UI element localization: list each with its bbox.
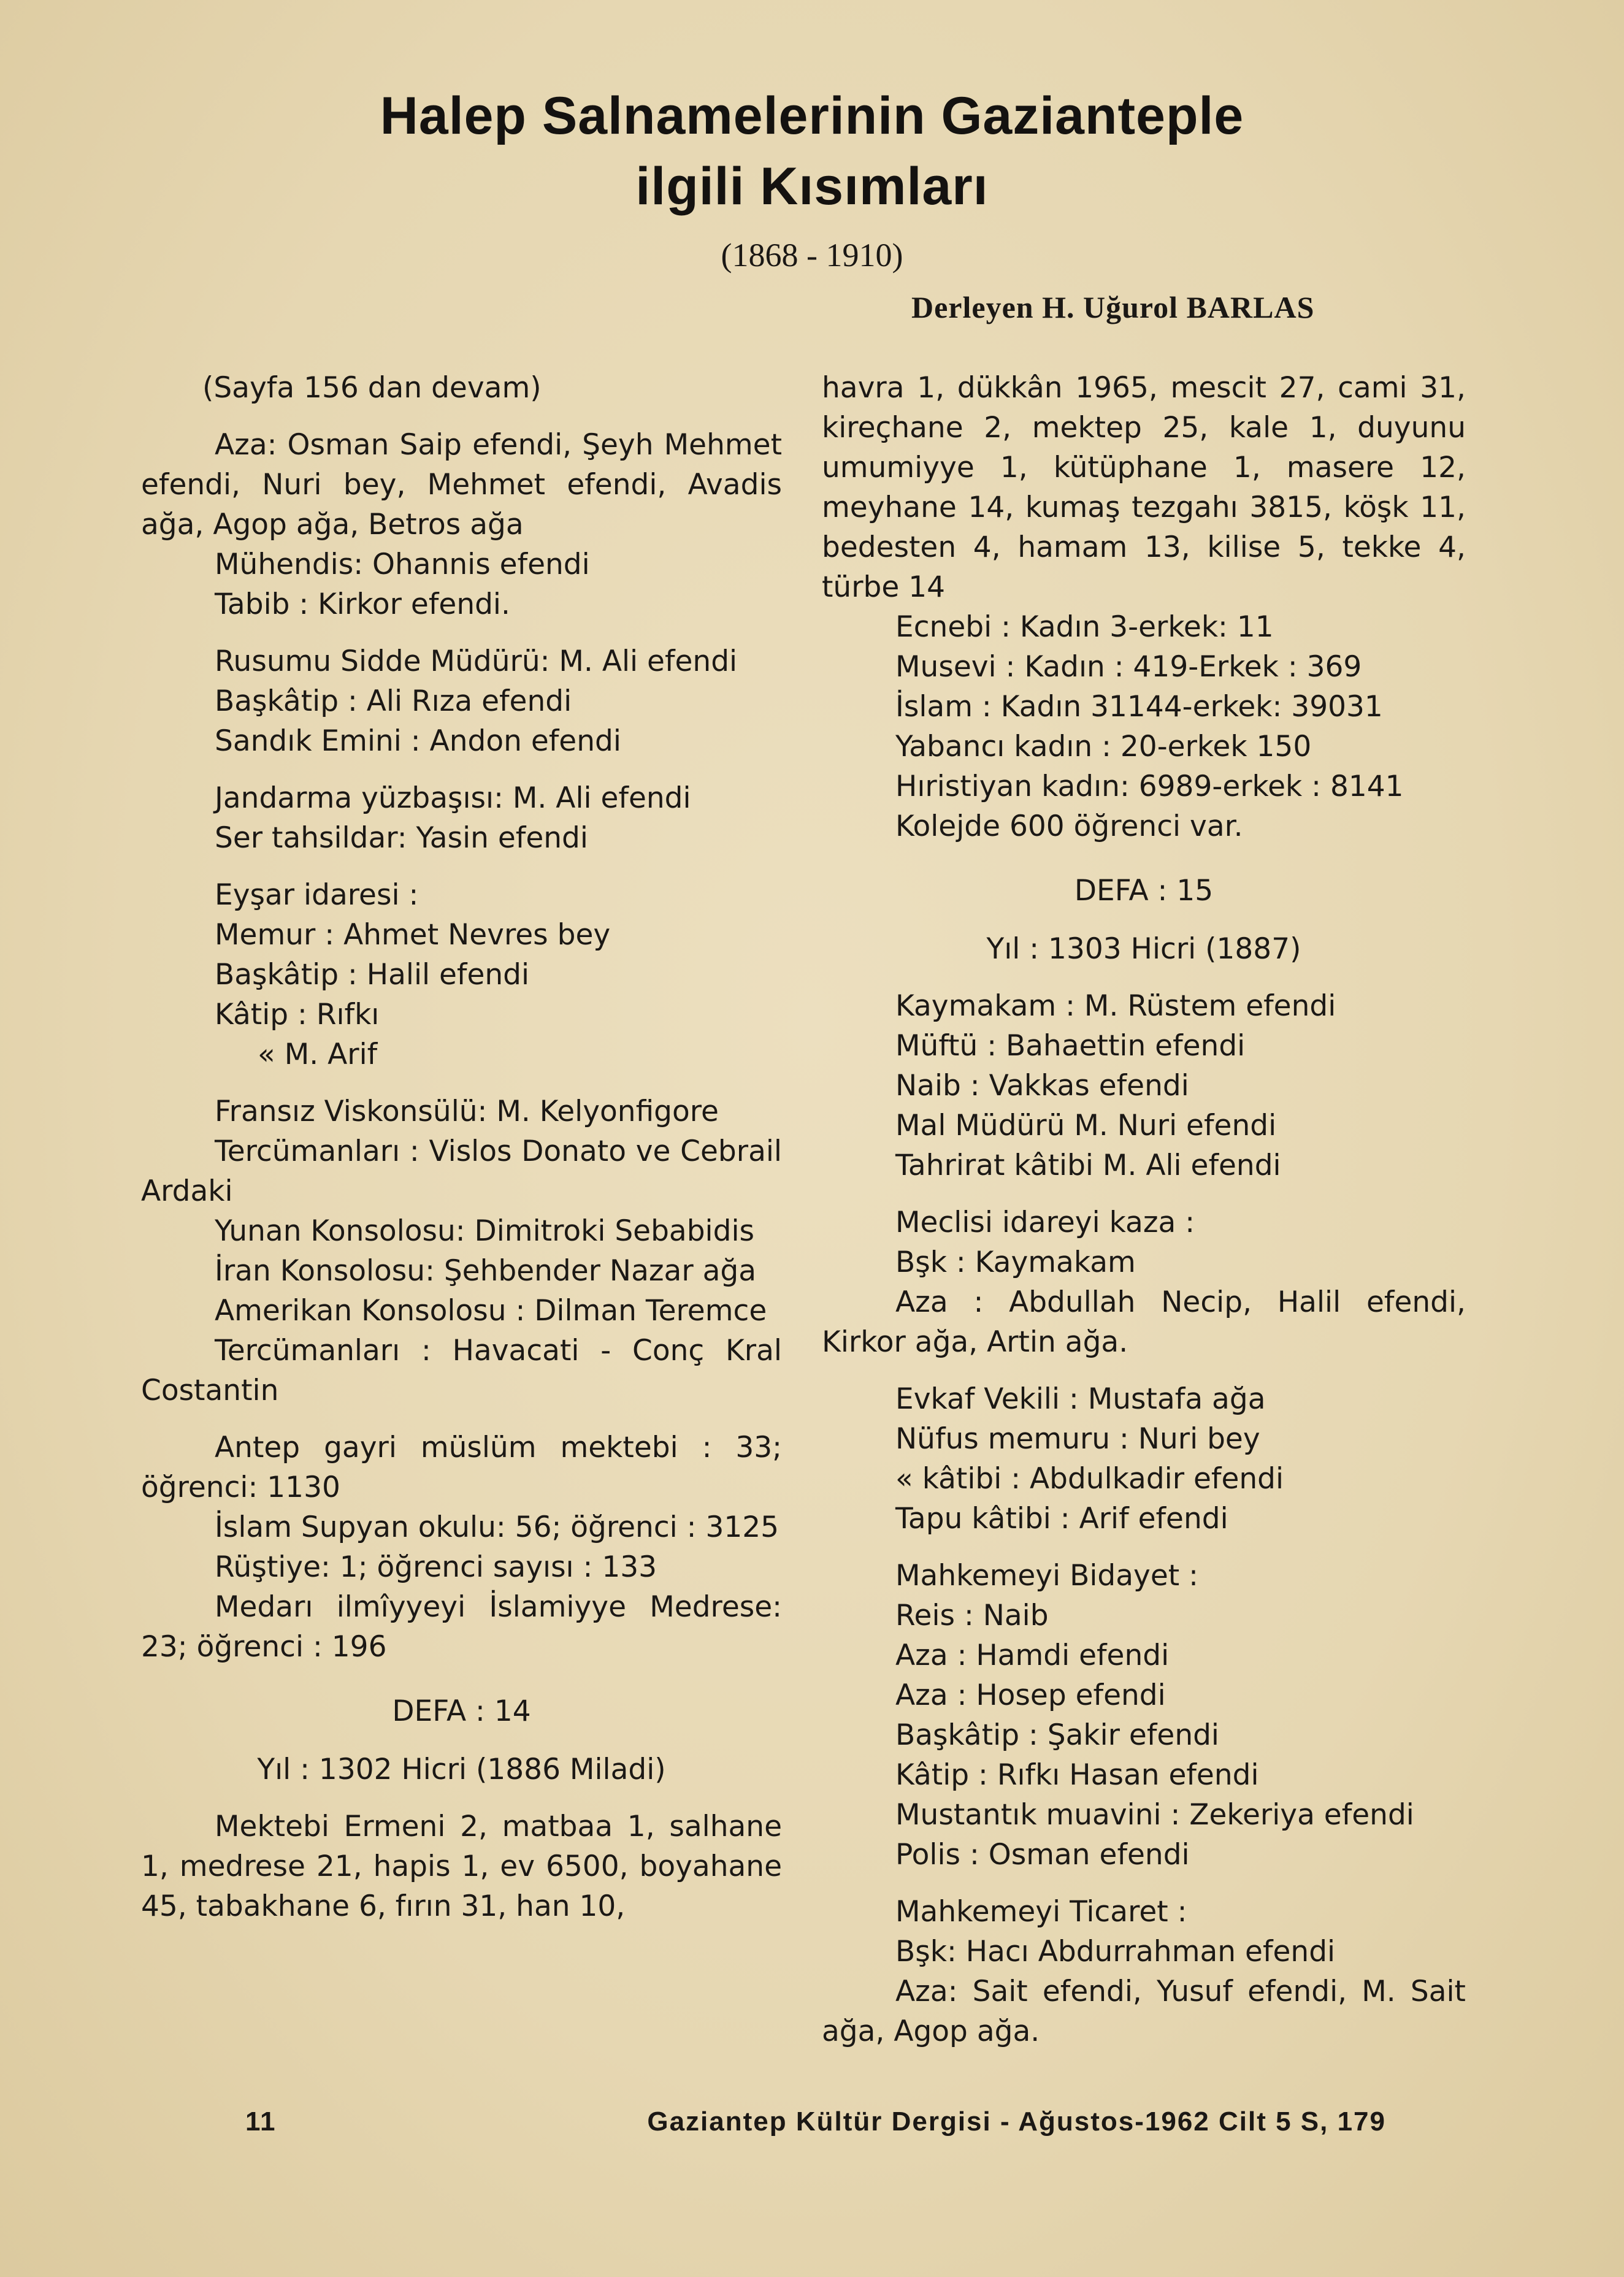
paragraph: Naib : Vakkas efendi <box>895 1069 1189 1103</box>
paragraph: Tahrirat kâtibi M. Ali efendi <box>895 1149 1281 1182</box>
compiler-credit: Derleyen H. Uğurol BARLAS <box>911 290 1315 324</box>
paragraph: Mektebi Ermeni 2, matbaa 1, salhane 1, medrese 21, hapis 1, ev 6500, boyahane 45, tabakhane 6, fırın 31, han 10, <box>141 1810 782 1923</box>
paragraph: « M. Arif <box>258 1038 378 1071</box>
paragraph: Fransız Viskonsülü: M. Kelyonfigore <box>215 1095 719 1128</box>
paragraph: İslam Supyan okulu: 56; öğrenci : 3125 <box>215 1510 779 1544</box>
journal-citation: Gaziantep Kültür Dergisi - Ağustos-1962 Cilt 5 S, 179 <box>647 2107 1386 2137</box>
paragraph: Bşk : Kaymakam <box>895 1246 1136 1279</box>
paragraph: Mühendis: Ohannis efendi <box>215 548 590 581</box>
year-line: Yıl : 1302 Hicri (1886 Miladi) <box>257 1753 666 1786</box>
left-column <box>141 368 782 1926</box>
paragraph: Yunan Konsolosu: Dimitroki Sebabidis <box>215 1214 754 1248</box>
paragraph: Tercümanları : Vislos Donato ve Cebrail Ardaki <box>141 1135 782 1208</box>
article-title-line1: Halep Salnamelerinin Gazianteple <box>380 86 1244 145</box>
continuation-note: (Sayfa 156 dan devam) <box>202 371 542 405</box>
paragraph: Aza : Hamdi efendi <box>895 1639 1170 1672</box>
paragraph: Aza : Hosep efendi <box>895 1678 1166 1712</box>
paragraph: Musevi : Kadın : 419-Erkek : 369 <box>895 650 1362 684</box>
paragraph: Müftü : Bahaettin efendi <box>895 1029 1246 1063</box>
paragraph: havra 1, dükkân 1965, mescit 27, cami 31, kireçhane 2, mektep 25, kale 1, duyunu umumiyye 1, kütüphane 1, masere 12, meyhane 14, kumaş tezgahı 3815, köşk 11, bedesten 4, hamam 13, kilise 5, tekke 4, türbe 14 <box>822 371 1466 604</box>
year-line: Yıl : 1303 Hicri (1887) <box>986 932 1301 966</box>
page-number: 11 <box>245 2107 277 2137</box>
paragraph: Kâtip : Rıfkı <box>215 998 380 1031</box>
paragraph: Tercümanları : Havacati - Conç Kral Costantin <box>141 1334 782 1407</box>
paragraph: Kaymakam : M. Rüstem efendi <box>895 989 1336 1023</box>
paragraph: Sandık Emini : Andon efendi <box>215 724 621 758</box>
paragraph: Kâtip : Rıfkı Hasan efendi <box>895 1758 1259 1792</box>
paragraph: Mustantık muavini : Zekeriya efendi <box>895 1798 1414 1832</box>
paragraph: Ecnebi : Kadın 3-erkek: 11 <box>895 610 1274 644</box>
date-range: (1868 - 1910) <box>721 237 903 274</box>
paragraph: Antep gayri müslüm mektebi : 33; öğrenci: 1130 <box>141 1431 782 1504</box>
paragraph: Başkâtip : Şakir efendi <box>895 1718 1219 1752</box>
page-footer <box>245 2107 1386 2137</box>
paragraph: Tapu kâtibi : Arif efendi <box>895 1502 1228 1536</box>
paragraph: Hıristiyan kadın: 6989-erkek : 8141 <box>895 770 1404 803</box>
paragraph: Reis : Naib <box>895 1599 1049 1632</box>
paragraph: İslam : Kadın 31144-erkek: 39031 <box>895 690 1383 724</box>
paragraph: Nüfus memuru : Nuri bey <box>895 1422 1260 1456</box>
paragraph: Mahkemeyi Bidayet : <box>895 1559 1198 1593</box>
paragraph: Rusumu Sidde Müdürü: M. Ali efendi <box>215 645 738 678</box>
paragraph: Başkâtip : Ali Rıza efendi <box>215 684 572 718</box>
paragraph: İran Konsolosu: Şehbender Nazar ağa <box>215 1254 757 1288</box>
right-column <box>822 368 1466 2051</box>
article-title-line2: ilgili Kısımları <box>635 157 989 216</box>
paragraph: Tabib : Kirkor efendi. <box>215 587 510 621</box>
paragraph: Evkaf Vekili : Mustafa ağa <box>895 1382 1266 1416</box>
paragraph: Medarı ilmîyyeyi İslamiyye Medrese: 23; öğrenci : 196 <box>141 1590 782 1664</box>
paragraph: Mahkemeyi Ticaret : <box>895 1895 1187 1929</box>
section-heading-defa-15: DEFA : 15 <box>1074 874 1214 908</box>
paragraph: Eyşar idaresi : <box>215 878 419 912</box>
paragraph: Memur : Ahmet Nevres bey <box>215 918 611 952</box>
paragraph: Bşk: Hacı Abdurrahman efendi <box>895 1935 1336 1969</box>
paragraph: Ser tahsildar: Yasin efendi <box>215 821 588 855</box>
paragraph: Aza: Sait efendi, Yusuf efendi, M. Sait ağa, Agop ağa. <box>822 1975 1466 2048</box>
paragraph: Aza: Osman Saip efendi, Şeyh Mehmet efendi, Nuri bey, Mehmet efendi, Avadis ağa, Agop ağa, Betros ağa <box>141 428 782 542</box>
paragraph: Mal Müdürü M. Nuri efendi <box>895 1109 1277 1142</box>
paragraph: Polis : Osman efendi <box>895 1838 1190 1872</box>
section-heading-defa-14: DEFA : 14 <box>392 1694 531 1728</box>
paragraph: Yabancı kadın : 20-erkek 150 <box>895 730 1312 763</box>
paragraph: Rüştiye: 1; öğrenci sayısı : 133 <box>215 1550 657 1584</box>
paragraph: Jandarma yüzbaşısı: M. Ali efendi <box>215 781 691 815</box>
paragraph: Amerikan Konsolosu : Dilman Teremce <box>215 1294 767 1328</box>
paragraph: Aza : Abdullah Necip, Halil efendi, Kirkor ağa, Artin ağa. <box>822 1285 1466 1359</box>
paragraph: Başkâtip : Halil efendi <box>215 958 530 992</box>
paragraph: Meclisi idareyi kaza : <box>895 1206 1195 1239</box>
paragraph: Kolejde 600 öğrenci var. <box>895 809 1243 843</box>
paragraph: « kâtibi : Abdulkadir efendi <box>895 1462 1284 1496</box>
